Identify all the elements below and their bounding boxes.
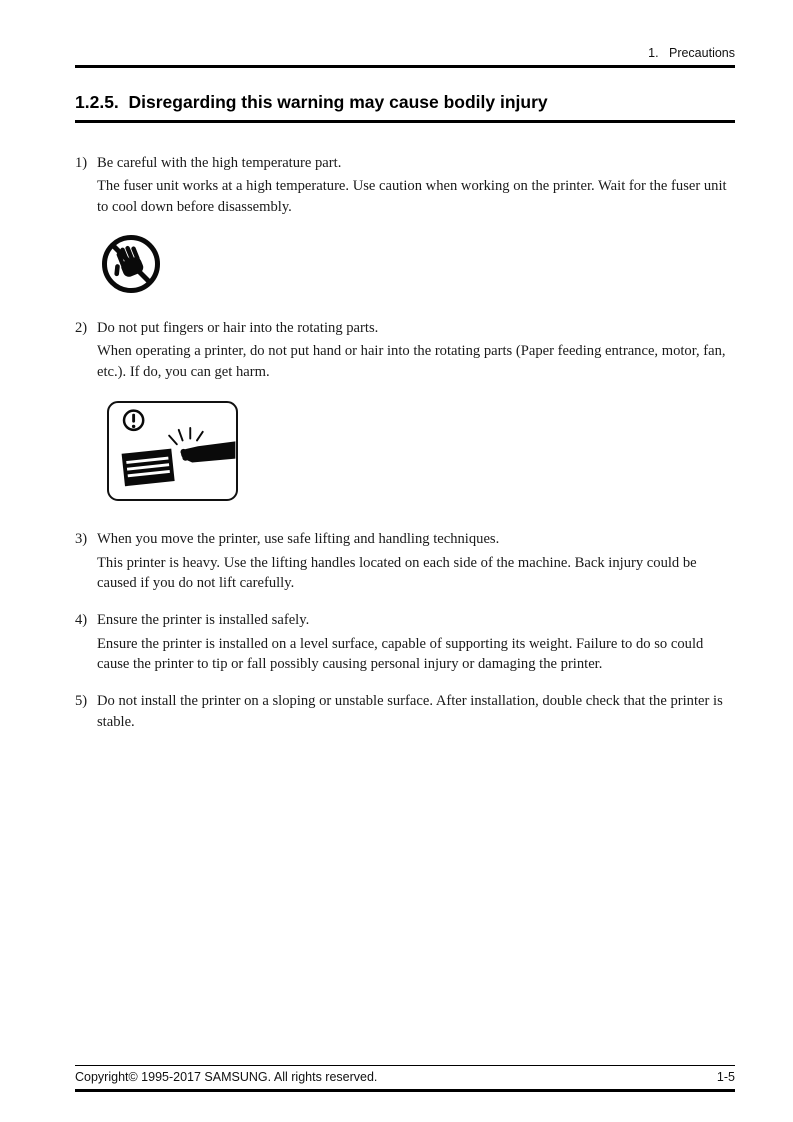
chapter-label: 1. Precautions [648, 46, 735, 60]
header-rule [75, 65, 735, 68]
item-heading: Do not install the printer on a sloping or unstable surface. After installation, double check that the printer is stable. [97, 693, 723, 730]
page-footer [75, 1065, 735, 1093]
title-rule [75, 120, 735, 123]
item-number: 3) [75, 530, 88, 547]
list-item [75, 318, 735, 513]
item-heading: Be careful with the high temperature part. [97, 154, 342, 171]
item-body: Ensure the printer is installed on a level surface, capable of supporting its weight. Failure to do so could cause the printer to tip or fall possibly causing personal injury or damaging the printer. [97, 635, 704, 673]
item-content [97, 529, 735, 594]
footer-row [75, 1066, 735, 1089]
page-number: 1-5 [716, 1070, 735, 1084]
page-header [75, 46, 735, 68]
item-heading: Ensure the printer is installed safely. [97, 611, 310, 628]
list-item [75, 691, 735, 732]
item-content [97, 610, 735, 675]
list-item [75, 529, 735, 594]
item-content [97, 153, 735, 302]
item-heading: Do not put fingers or hair into the rotating parts. [97, 319, 379, 336]
list-item [75, 153, 735, 302]
item-body: The fuser unit works at a high temperature. Use caution when working on the printer. Wait for the fuser unit to cool down before disassembly. [97, 178, 727, 215]
item-body: When operating a printer, do not put hand or hair into the rotating parts (Paper feeding entrance, motor, fan, etc.). If do, you can get harm. [97, 343, 726, 381]
copyright-text: Copyright© 1995-2017 SAMSUNG. All rights reserved. [75, 1070, 378, 1084]
item-number: 1) [75, 154, 88, 171]
footer-rule-bottom [75, 1089, 735, 1092]
list-item [75, 610, 735, 675]
warning-list [75, 153, 735, 733]
item-heading: When you move the printer, use safe lifting and handling techniques. [97, 530, 500, 547]
item-number: 5) [75, 693, 88, 710]
section-title: 1.2.5. Disregarding this warning may cause bodily injury [75, 91, 548, 112]
item-content [97, 318, 735, 513]
no-touch-icon [99, 232, 163, 296]
item-body: This printer is heavy. Use the lifting handles located on each side of the machine. Back injury could be caused if you do not lift carefully. [97, 554, 697, 592]
item-number: 2) [75, 319, 88, 336]
item-content [97, 691, 735, 732]
item-number: 4) [75, 611, 88, 628]
pinch-hazard-icon [107, 401, 238, 501]
